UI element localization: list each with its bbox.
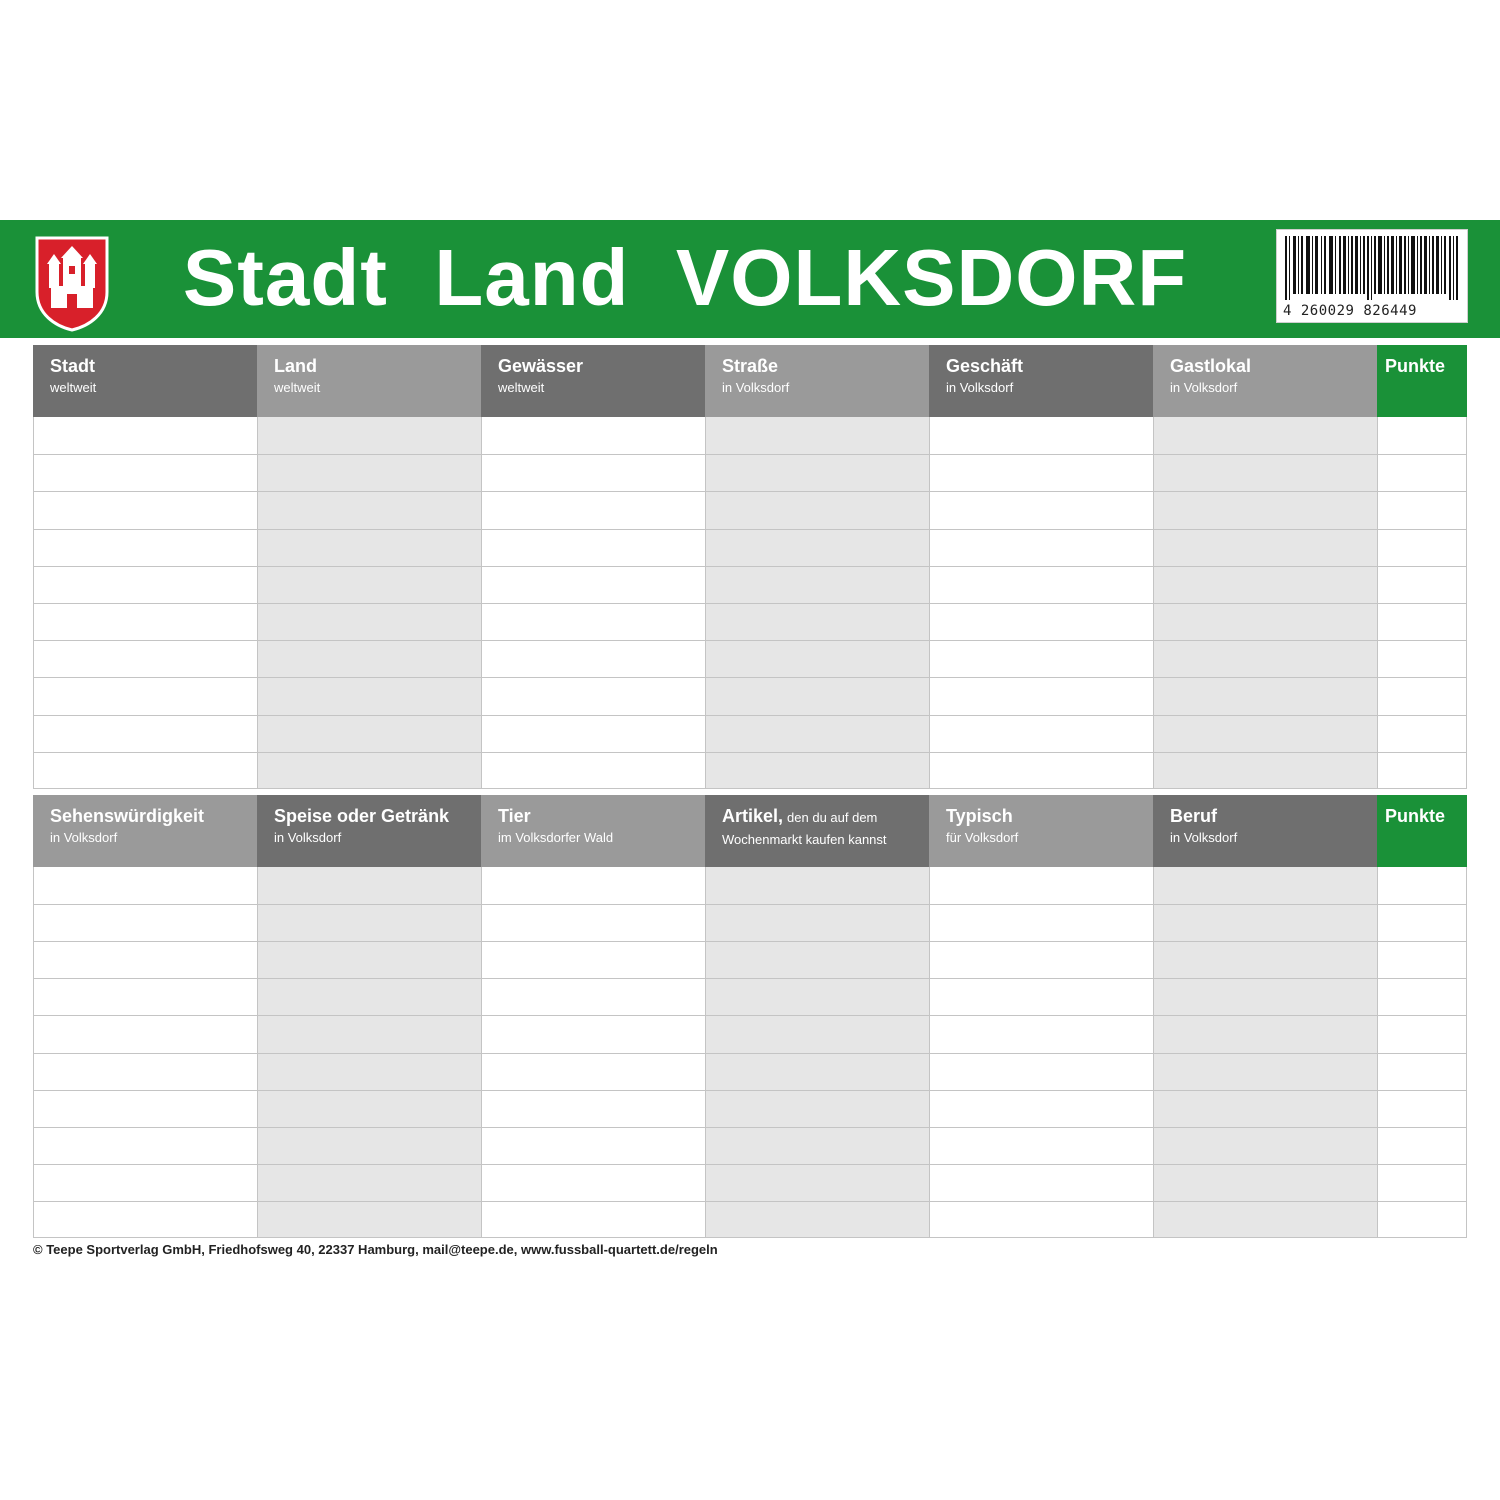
- column-subtitle: Wochenmarkt kaufen kannst: [722, 832, 887, 847]
- row-line: [33, 491, 1467, 492]
- barcode-bars-icon: [1285, 236, 1461, 300]
- column-header-stadt: [33, 345, 257, 417]
- column-title: Gastlokal: [1170, 356, 1252, 376]
- table-body: [33, 867, 1467, 1238]
- column-header-punkte: [1377, 345, 1467, 417]
- column-title: Stadt: [50, 356, 95, 376]
- page-title: Stadt Land VOLKSDORF: [182, 233, 1188, 322]
- row-line: [33, 454, 1467, 455]
- column-title-main: Artikel,: [722, 806, 784, 826]
- column-header-typisch: [929, 795, 1153, 867]
- column-header-speise: [257, 795, 481, 867]
- row-line: [33, 677, 1467, 678]
- column-title: Typisch: [946, 806, 1013, 826]
- barcode-number: 4 260029 826449: [1283, 303, 1417, 319]
- row-line: [33, 529, 1467, 530]
- column-title: Gewässer: [498, 356, 584, 376]
- column-title-suffix: den du auf dem: [787, 810, 878, 825]
- column-title: Straße: [722, 356, 779, 376]
- row-line: [33, 640, 1467, 641]
- column-subtitle: weltweit: [274, 380, 321, 395]
- row-line: [33, 1015, 1467, 1016]
- row-line: [33, 978, 1467, 979]
- column-title: Speise oder Getränk: [274, 806, 450, 826]
- title-banner: [0, 220, 1500, 338]
- row-line: [33, 904, 1467, 905]
- barcode: [1276, 229, 1468, 323]
- column-header-gastlokal: [1153, 345, 1377, 417]
- row-line: [33, 941, 1467, 942]
- row-line: [33, 752, 1467, 753]
- column-title: Punkte: [1385, 806, 1446, 826]
- column-title: Punkte: [1385, 356, 1446, 376]
- column-subtitle: in Volksdorf: [274, 830, 342, 845]
- column-subtitle: weltweit: [498, 380, 545, 395]
- column-header-artikel: [705, 795, 929, 867]
- column-header-punkte: [1377, 795, 1467, 867]
- column-subtitle: in Volksdorf: [946, 380, 1014, 395]
- row-line: [33, 715, 1467, 716]
- column-title: Sehenswürdigkeit: [50, 806, 205, 826]
- column-title: [722, 805, 929, 829]
- column-subtitle: für Volksdorf: [946, 830, 1019, 845]
- column-subtitle: in Volksdorf: [1170, 380, 1238, 395]
- column-subtitle: im Volksdorfer Wald: [498, 830, 614, 845]
- column-header-sehenswuerdigkeit: [33, 795, 257, 867]
- column-title: Tier: [498, 806, 531, 826]
- column-subtitle: in Volksdorf: [50, 830, 118, 845]
- row-line: [33, 603, 1467, 604]
- row-line: [33, 1201, 1467, 1202]
- row-line: [33, 1090, 1467, 1091]
- column-header-gewaesser: [481, 345, 705, 417]
- column-header-land: [257, 345, 481, 417]
- column-title: Land: [274, 356, 317, 376]
- table-body: [33, 417, 1467, 789]
- column-subtitle: weltweit: [50, 380, 97, 395]
- row-line: [33, 1053, 1467, 1054]
- column-header-strasse: [705, 345, 929, 417]
- column-title: Beruf: [1170, 806, 1218, 826]
- column-header-tier: [481, 795, 705, 867]
- row-line: [33, 1237, 1467, 1238]
- column-subtitle: in Volksdorf: [1170, 830, 1238, 845]
- row-line: [33, 1164, 1467, 1165]
- column-header-geschaeft: [929, 345, 1153, 417]
- column-title: Geschäft: [946, 356, 1024, 376]
- footer-imprint: © Teepe Sportverlag GmbH, Friedhofsweg 40, 22337 Hamburg, mail@teepe.de, www.fussball-quartett.de/regeln: [33, 1242, 718, 1257]
- row-line: [33, 1127, 1467, 1128]
- column-header-beruf: [1153, 795, 1377, 867]
- column-subtitle: in Volksdorf: [722, 380, 790, 395]
- row-line: [33, 788, 1467, 789]
- row-line: [33, 566, 1467, 567]
